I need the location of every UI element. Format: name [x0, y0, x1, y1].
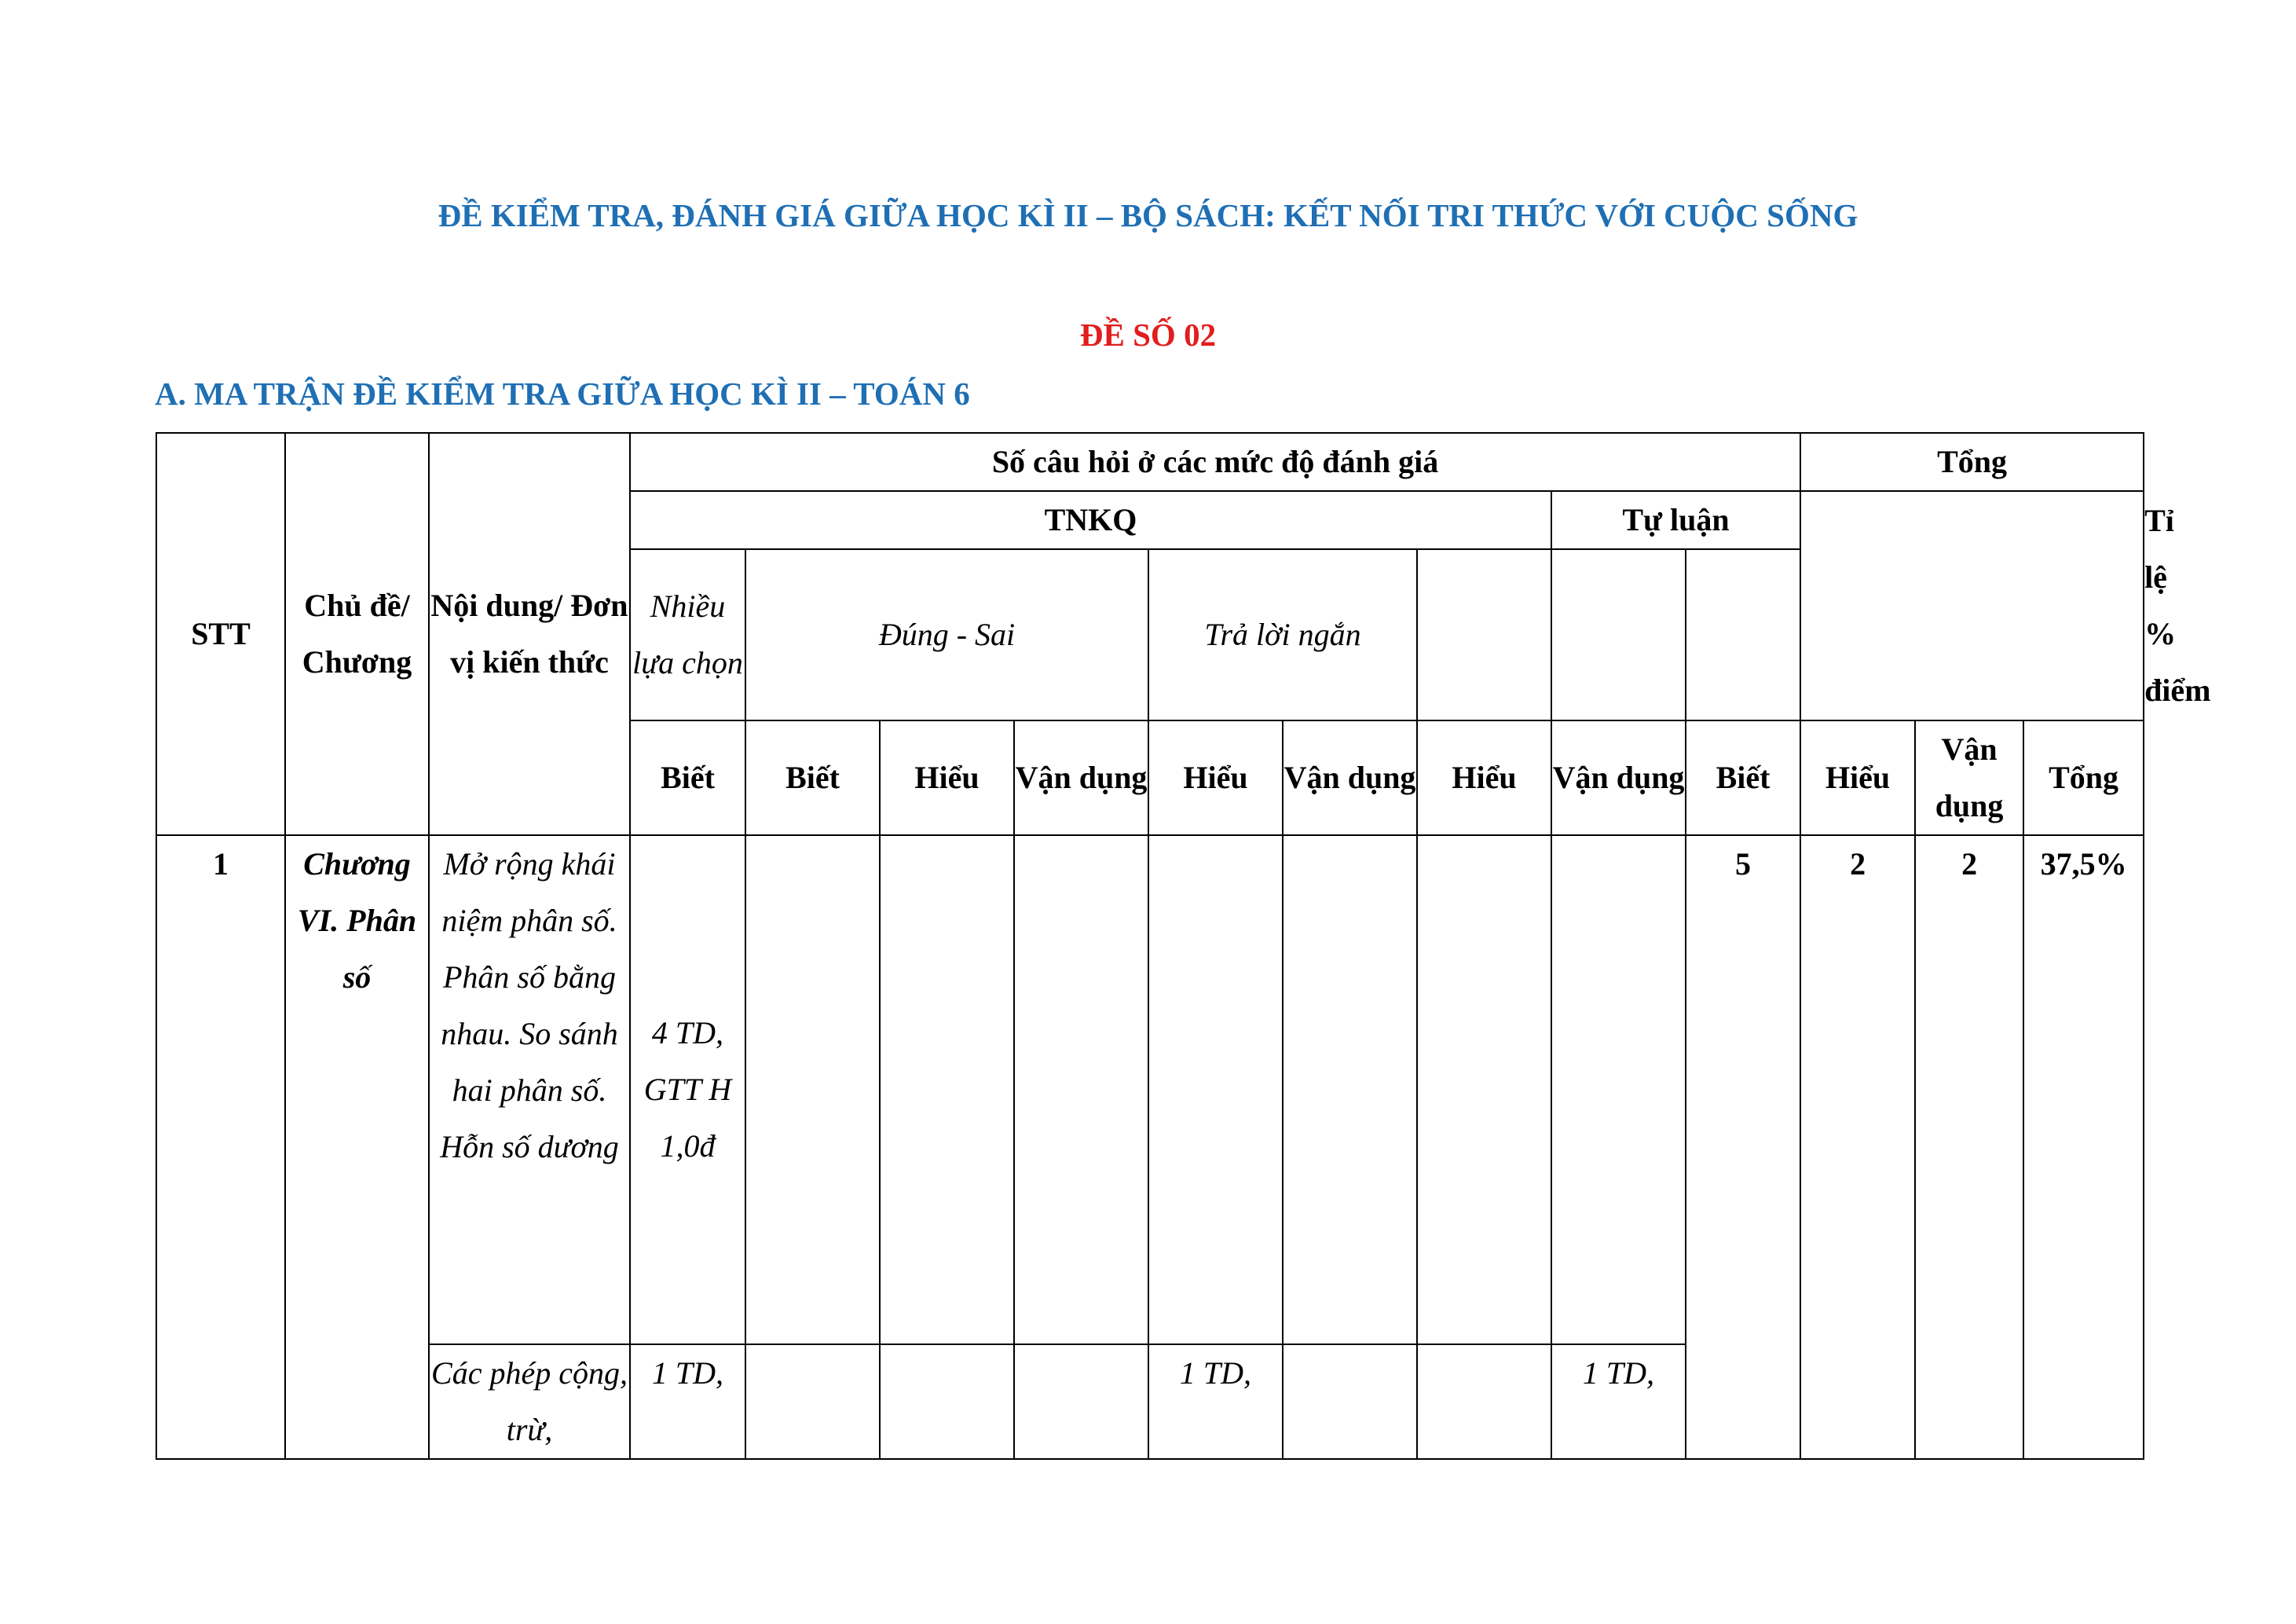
- level-hieu-tln: Hiểu: [1148, 720, 1283, 835]
- header-tnkq: TNKQ: [630, 491, 1551, 549]
- header-tu-luan-blank-2: [1551, 549, 1686, 720]
- row-cell-empty: [1551, 835, 1686, 1344]
- row-total-van-dung: 2: [1915, 835, 2023, 1459]
- header-stt: STT: [156, 433, 285, 835]
- level-vandung-ds: Vận dụng: [1014, 720, 1148, 835]
- row-total-hieu: 2: [1800, 835, 1915, 1459]
- level-tong: Tổng: [2023, 720, 2144, 835]
- header-tu-luan-blank-1: [1417, 549, 1551, 720]
- row-stt: 1: [156, 835, 285, 1459]
- row-nlc-biet: 4 TD, GTT H 1,0đ: [630, 835, 745, 1344]
- header-dung-sai: Đúng - Sai: [745, 549, 1148, 720]
- exam-number: ĐỀ SỐ 02: [1079, 317, 1217, 353]
- row-content: Các phép cộng, trừ,: [429, 1344, 630, 1459]
- header-chu-de: Chủ đề/ Chương: [285, 433, 429, 835]
- header-tong-blank: [1800, 491, 2144, 720]
- header-row-1: [156, 433, 2144, 491]
- level-hieu-tong: Hiểu: [1800, 720, 1915, 835]
- header-tu-luan: Tự luận: [1551, 491, 1800, 549]
- section-title: A. MA TRẬN ĐỀ KIỂM TRA GIỮA HỌC KÌ II – TOÁN 6: [155, 376, 970, 412]
- row-content: Mở rộng khái niệm phân số. Phân số bằng nhau. So sánh hai phân số. Hỗn số dương: [429, 835, 630, 1344]
- row-cell-empty: [745, 1344, 880, 1459]
- level-hieu-tl: Hiểu: [1417, 720, 1551, 835]
- row-cell-empty: [745, 835, 880, 1344]
- level-vandung-tl: Vận dụng: [1551, 720, 1686, 835]
- row-chapter: Chương VI. Phân số: [285, 835, 429, 1459]
- row-cell-empty: [1283, 1344, 1417, 1459]
- header-noi-dung: Nội dung/ Đơn vị kiến thức: [429, 433, 630, 835]
- row-cell-empty: [1014, 835, 1148, 1344]
- row-cell-empty: [1283, 835, 1417, 1344]
- header-nhieu-lua-chon: Nhiều lựa chọn: [630, 549, 745, 720]
- row-nlc-biet: 1 TD,: [630, 1344, 745, 1459]
- row-tln-hieu: 1 TD,: [1148, 1344, 1283, 1459]
- level-hieu-ds: Hiểu: [880, 720, 1014, 835]
- level-biet-ds: Biết: [745, 720, 880, 835]
- row-tl-van-dung: 1 TD,: [1551, 1344, 1686, 1459]
- row-total-ti-le: 37,5%: [2023, 835, 2144, 1459]
- header-row-2: TNKQ Tự luận Tỉ lệ % điểm: [156, 491, 2144, 549]
- row-cell-empty: [1014, 1344, 1148, 1459]
- level-vandung-tln: Vận dụng: [1283, 720, 1417, 835]
- level-vandung-tong: Vận dụng: [1915, 720, 2023, 835]
- table-row: [156, 835, 2144, 1344]
- header-tong: Tổng: [1800, 433, 2144, 491]
- row-cell-empty: [1417, 835, 1551, 1344]
- row-total-biet: 5: [1686, 835, 1800, 1459]
- document-title: ĐỀ KIỂM TRA, ĐÁNH GIÁ GIỮA HỌC KÌ II – BỘ SÁCH: KẾT NỐI TRI THỨC VỚI CUỘC SỐNG: [438, 197, 1858, 233]
- header-tra-loi-ngan: Trả lời ngắn: [1148, 549, 1417, 720]
- level-biet-tong: Biết: [1686, 720, 1800, 835]
- row-cell-empty: [1417, 1344, 1551, 1459]
- row-cell-empty: [1148, 835, 1283, 1344]
- header-so-cau-hoi: Số câu hỏi ở các mức độ đánh giá: [630, 433, 1800, 491]
- row-cell-empty: [880, 835, 1014, 1344]
- level-biet-nlc: Biết: [630, 720, 745, 835]
- row-cell-empty: [880, 1344, 1014, 1459]
- assessment-matrix-table: [156, 432, 2211, 1460]
